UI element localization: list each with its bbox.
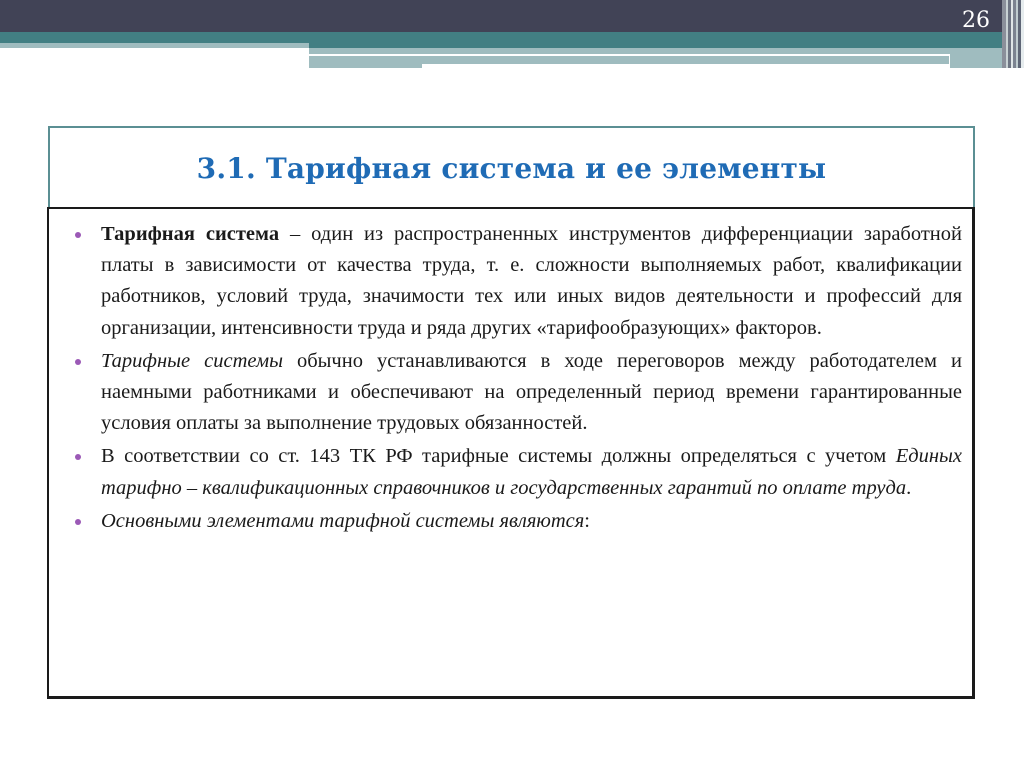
bullet-item (101, 506, 962, 537)
bullet-item (101, 441, 962, 503)
header-stripe-gap (485, 54, 950, 56)
bullet-dot-icon (75, 359, 81, 365)
bullet-dot-icon (75, 232, 81, 238)
slide-number: 26 (962, 8, 990, 33)
bullet-text: В соответствии со ст. 143 ТК РФ тарифные системы должны определяться с учетом (101, 445, 896, 468)
reference-italic: Единых тарифно – квалификационных справочников и государственных гарантий по оплате труда (101, 445, 962, 499)
bullet-text: обычно устанавливаются в ходе переговоров между работодателем и наемными работниками и обеспечивают на определенный период времени гарантированные условия оплаты за выполнение трудовых обязанностей. (101, 349, 962, 435)
bullet-text: – один из распространенных инструментов дифференциации заработной платы в зависимости от качества труда, т. е. сложности выполняемых работ, квалификации работников, условий труда, значимости тех или иных видов деятельности и профессий для организации, интенсивности труда и ряда других «тарифообразующих» факторов. (101, 223, 962, 339)
header-stripe-gap (422, 64, 950, 68)
bullet-dot-icon (75, 454, 81, 460)
bullet-text: : (584, 509, 590, 532)
header-bar (0, 0, 1024, 32)
header-vertical-lines (1002, 0, 1024, 68)
slide-title: 3.1. Тарифная система и ее элементы (196, 151, 827, 185)
term-bold: Тарифная система (101, 223, 280, 245)
bullet-list (49, 209, 972, 537)
bullet-item (101, 219, 962, 344)
header-stripe (0, 43, 309, 48)
bullet-item (101, 346, 962, 440)
bullet-text: . (906, 476, 912, 499)
bullet-text-italic: Основными элементами тарифной системы являются (101, 509, 585, 532)
bullet-dot-icon (75, 519, 81, 525)
content-box (47, 207, 975, 699)
term-italic: Тарифные системы (101, 349, 283, 372)
title-box (48, 126, 975, 208)
